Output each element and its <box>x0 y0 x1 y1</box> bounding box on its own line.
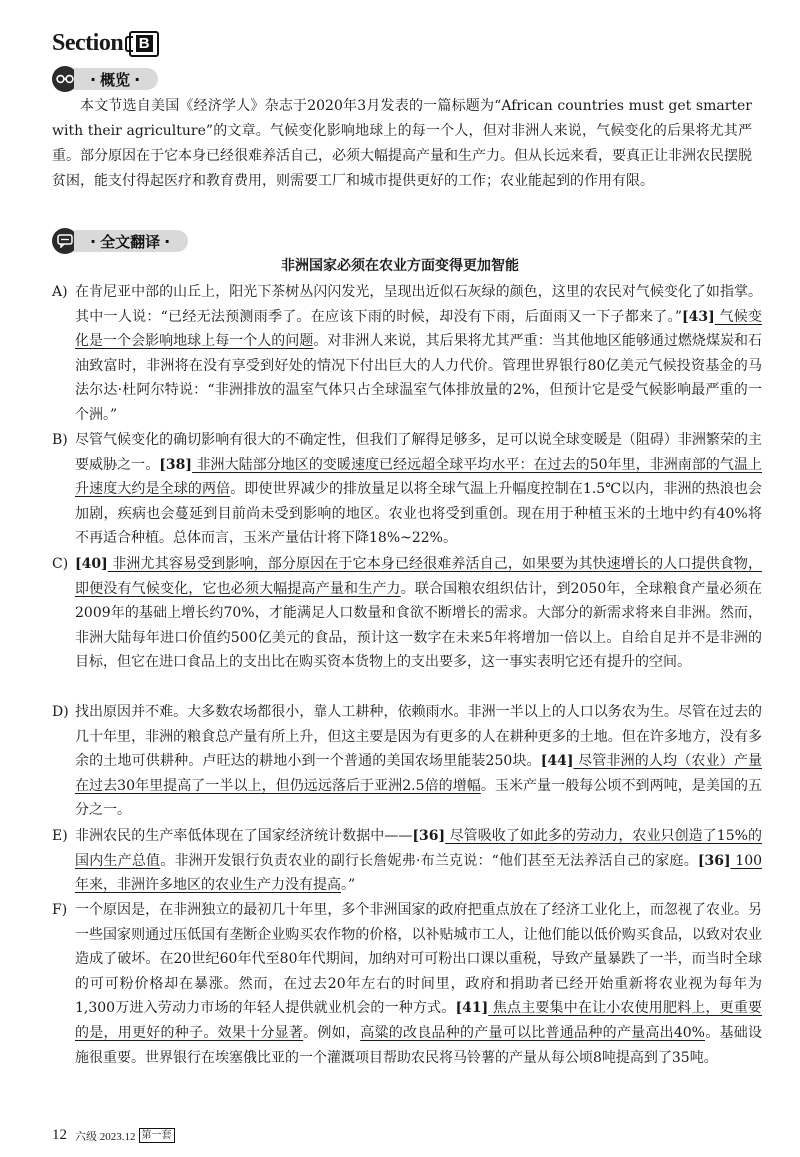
evidence-underline: 尽管吸收了如此多的劳动力，农业只创造了15%的国内生产总值 <box>75 828 762 869</box>
intro-text: 本文节选自美国《经济学人》杂志于2020年3月发表的一篇标题为“African countries must get smarter with their agriculture”的文章。气候变化影响地球上的每一个人，但对非洲人来说，气候变化的后果将尤其严重。部分原因在于它本身已经很难养活自己，必须大幅提高产量和生产力。但从长远来看，要真正让非洲农民摆脱贫困，能支付得起医疗和教育费用，则需要工厂和城市提供更好的工作；农业能起到的作用有限。 <box>52 98 752 189</box>
paragraph-e <box>52 824 762 898</box>
overview-label: 概览 <box>100 70 131 89</box>
paragraph-d <box>52 700 762 823</box>
page-footer <box>52 1127 175 1144</box>
translation-label: 全文翻译 <box>100 232 161 251</box>
overview-heading <box>52 66 158 92</box>
evidence-underline: 非洲尤其容易受到影响，部分原因在于它本身已经很难养活自己，如果要为其快速增长的人口提供食物，即便没有气候变化，它也必须大幅提高产量和生产力 <box>75 556 762 597</box>
section-header <box>52 30 159 57</box>
section-letter: B <box>136 35 153 52</box>
text-run: 一个原因是，在非洲独立的最初几十年里，多个非洲国家的政府把重点放在了经济工业化上，而忽视了农业。另一些国家则通过压低国有垄断企业购买农作物的价格，以补贴城市工人，让他们能以低价购买食品，以致对农业造成了破坏。在20世纪60年代至80年代期间，加纳对可可粉出口课以重税，导致产量暴跌了一半，而当时全球的可可粉价格却在暴涨。然而，在过去20年左右的时间里，政府和捐助者已经开始重新将农业视为每年为1,300万进入劳动力市场的年轻人提供就业机会的一种方式。 <box>75 902 762 1017</box>
overview-banner: · 概览 · <box>74 68 158 90</box>
text-run: 在肯尼亚中部的山丘上，阳光下茶树丛闪闪发光，呈现出近似石灰绿的颜色，这里的农民对气候变化了如指掌。其中一人说：“已经无法预测雨季了。在应该下雨的时候，却没有下雨，后面雨又一下子都来了。” <box>75 284 762 325</box>
evidence-underline: 焦点主要集中在让小农使用肥料上，更重要的是，用更好的种子。效果十分显著 <box>75 1000 763 1041</box>
paragraph-label: F) <box>52 902 68 918</box>
paragraph-text <box>75 898 762 1070</box>
paragraph-label: D) <box>52 704 69 720</box>
paragraph-label: A) <box>52 284 68 300</box>
text-run: 。例如， <box>303 1024 361 1041</box>
issue-label: 六级 2023.12 <box>75 1130 136 1143</box>
question-number: [38] <box>159 456 192 473</box>
article-title: 非洲国家必须在农业方面变得更加智能 <box>281 258 519 274</box>
question-number: [36] <box>697 852 731 869</box>
text-run: 。非洲开发银行负责农业的副行长詹妮弗·布兰克说：“他们甚至无法养活自己的家庭。 <box>160 852 698 869</box>
question-number: [43] <box>682 308 715 325</box>
evidence-underline: 尽管非洲的人均（农业）产量在过去30年里提高了一半以上，但仍远远落后于亚洲2.5倍的增幅 <box>75 753 762 794</box>
paragraph-b <box>52 428 762 551</box>
text-run: 尽管气候变化的确切影响有很大的不确定性，但我们了解得足够多，足可以说全球变暖是（阻碍）非洲繁荣的主要威胁之一。 <box>75 432 762 473</box>
question-number: [36] <box>412 828 446 844</box>
paragraph-label: B) <box>52 432 68 448</box>
text-run: 。基础设施很重要。世界银行在埃塞俄比亚的一个灌溉项目帮助农民将马铃薯的产量从每公顷8吨提高到了35吨。 <box>75 1024 763 1066</box>
section-letter-badge <box>129 31 159 57</box>
paragraph-text <box>75 428 762 551</box>
text-run: 。即使世界减少的排放量足以将全球气温上升幅度控制在1.5℃以内，非洲的热浪也会加剧，疾病也会蔓延到目前尚未受到影响的地区。农业也将受到重创。现在用于种植玉米的土地中约有40%将不再适合种植。总体而言，玉米产量估计将下降18%~22%。 <box>75 481 762 547</box>
evidence-underline: 气候变化是一个会影响地球上每一个人的问题 <box>75 308 763 350</box>
question-number: [44] <box>540 753 574 770</box>
paragraph-text <box>75 280 762 428</box>
text-run: 找出原因并不难。大多数农场都很小，靠人工耕种，依赖雨水。非洲一半以上的人口以务农为生。尽管在过去的几十年里，非洲的粮食总产量有所上升，但这主要是因为有更多的人在耕种更多的土地。但在许多地方，没有多余的土地可供耕种。卢旺达的耕地小到一个普通的美国农场里能装250块。 <box>75 704 762 770</box>
translation-banner: · 全文翻译 · <box>74 230 188 252</box>
paragraph-text <box>75 552 762 675</box>
paragraph-label: C) <box>52 556 69 572</box>
evidence-underline: 非洲大陆部分地区的变暖速度已经远超全球平均水平：在过去的50年里，非洲南部的气温上升速度大约是全球的两倍 <box>75 456 763 498</box>
paragraph-c <box>52 552 762 675</box>
paragraph-f <box>52 898 762 1070</box>
page-number: 12 <box>52 1127 67 1143</box>
text-run: 。对非洲人来说，其后果将尤其严重：当其他地区能够通过燃烧煤炭和石油致富时，非洲将在没有享受到好处的情况下付出巨大的人力代价。管理世界银行80亿美元气候投资基金的马法尔达·杜阿尔特说：“非洲排放的温室气体只占全球温室气体排放量的2%，但预计它是受气候影响最严重的一个洲。” <box>75 333 763 423</box>
translation-heading <box>52 228 188 254</box>
section-word: Section <box>52 30 124 56</box>
text-run: 。” <box>341 877 356 894</box>
volume-label: 第一套 <box>139 1128 175 1143</box>
paragraph-a <box>52 280 762 428</box>
text-run: 非洲农民的生产率低体现在了国家经济统计数据中—— <box>75 828 413 844</box>
evidence-underline: 高粱的改良品种的产量可以比普通品种的产量高出40% <box>360 1024 705 1041</box>
evidence-underline: 100年来，非洲许多地区的农业生产力没有提高 <box>75 852 763 894</box>
text-run: 。玉米产量一般每公顷不到两吨，是美国的五分之一。 <box>75 777 763 819</box>
question-number: [40] <box>75 556 108 572</box>
paragraph-text <box>75 700 762 823</box>
paragraph-text <box>75 824 762 898</box>
question-number: [41] <box>455 1000 489 1017</box>
paragraph-label: E) <box>52 828 68 844</box>
text-run: 。联合国粮农组织估计，到2050年，全球粮食产量必须在2009年的基础上增长约70%，才能满足人口数量和食欲不断增长的需求。大部分的新需求将来自非洲。然而，非洲大陆每年进口价值约500亿美元的食品，预计这一数字在未来5年将增加一倍以上。自给自足并不是非洲的目标，但它在进口食品上的支出比在购买资本货物上的支出要多，这一事实表明它还有提升的空间。 <box>75 580 762 671</box>
